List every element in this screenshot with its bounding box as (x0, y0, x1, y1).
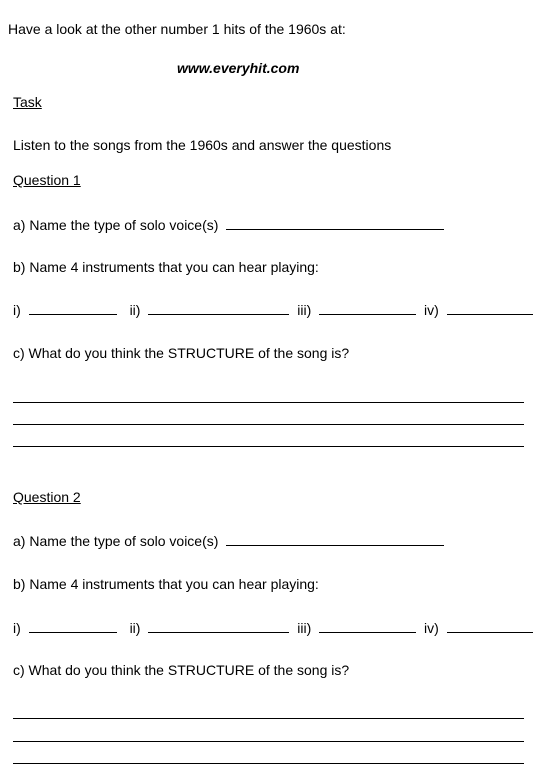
solo-voice-blank[interactable] (226, 531, 444, 546)
answer-line[interactable] (13, 424, 524, 425)
roman-iv: iv) (424, 302, 439, 318)
instrument-blank-2[interactable] (148, 618, 289, 633)
solo-voice-label: a) Name the type of solo voice(s) (13, 217, 219, 233)
roman-ii: ii) (129, 620, 141, 636)
answer-line[interactable] (13, 718, 524, 719)
answer-line[interactable] (13, 763, 524, 764)
instruments-label: b) Name 4 instruments that you can hear playing: (13, 576, 319, 592)
roman-iii: iii) (297, 302, 312, 318)
instrument-blank-row (13, 618, 533, 637)
task-heading: Task (13, 94, 42, 110)
roman-iv: iv) (424, 620, 439, 636)
roman-ii: ii) (129, 302, 141, 318)
roman-i: i) (13, 620, 21, 636)
instrument-blank-3[interactable] (319, 300, 416, 315)
intro-text: Have a look at the other number 1 hits of the 1960s at: (8, 21, 346, 37)
roman-i: i) (13, 302, 21, 318)
solo-voice-line (13, 531, 444, 550)
solo-voice-blank[interactable] (226, 215, 444, 230)
answer-line[interactable] (13, 741, 524, 742)
website-link[interactable]: www.everyhit.com (177, 60, 300, 76)
instrument-blank-4[interactable] (447, 300, 533, 315)
solo-voice-line (13, 215, 444, 234)
instrument-blank-1[interactable] (29, 300, 117, 315)
roman-iii: iii) (297, 620, 312, 636)
instrument-blank-4[interactable] (447, 618, 533, 633)
instrument-blank-row (13, 300, 533, 319)
structure-label: c) What do you think the STRUCTURE of the song is? (13, 662, 350, 678)
question-heading: Question 2 (13, 489, 81, 505)
instruments-label: b) Name 4 instruments that you can hear playing: (13, 259, 319, 275)
structure-label: c) What do you think the STRUCTURE of the song is? (13, 345, 350, 361)
answer-line[interactable] (13, 402, 524, 403)
question-heading: Question 1 (13, 172, 81, 188)
answer-line[interactable] (13, 446, 524, 447)
instrument-blank-2[interactable] (148, 300, 289, 315)
task-text: Listen to the songs from the 1960s and answer the questions (13, 137, 392, 153)
solo-voice-label: a) Name the type of solo voice(s) (13, 533, 219, 549)
instrument-blank-1[interactable] (29, 618, 117, 633)
instrument-blank-3[interactable] (319, 618, 416, 633)
